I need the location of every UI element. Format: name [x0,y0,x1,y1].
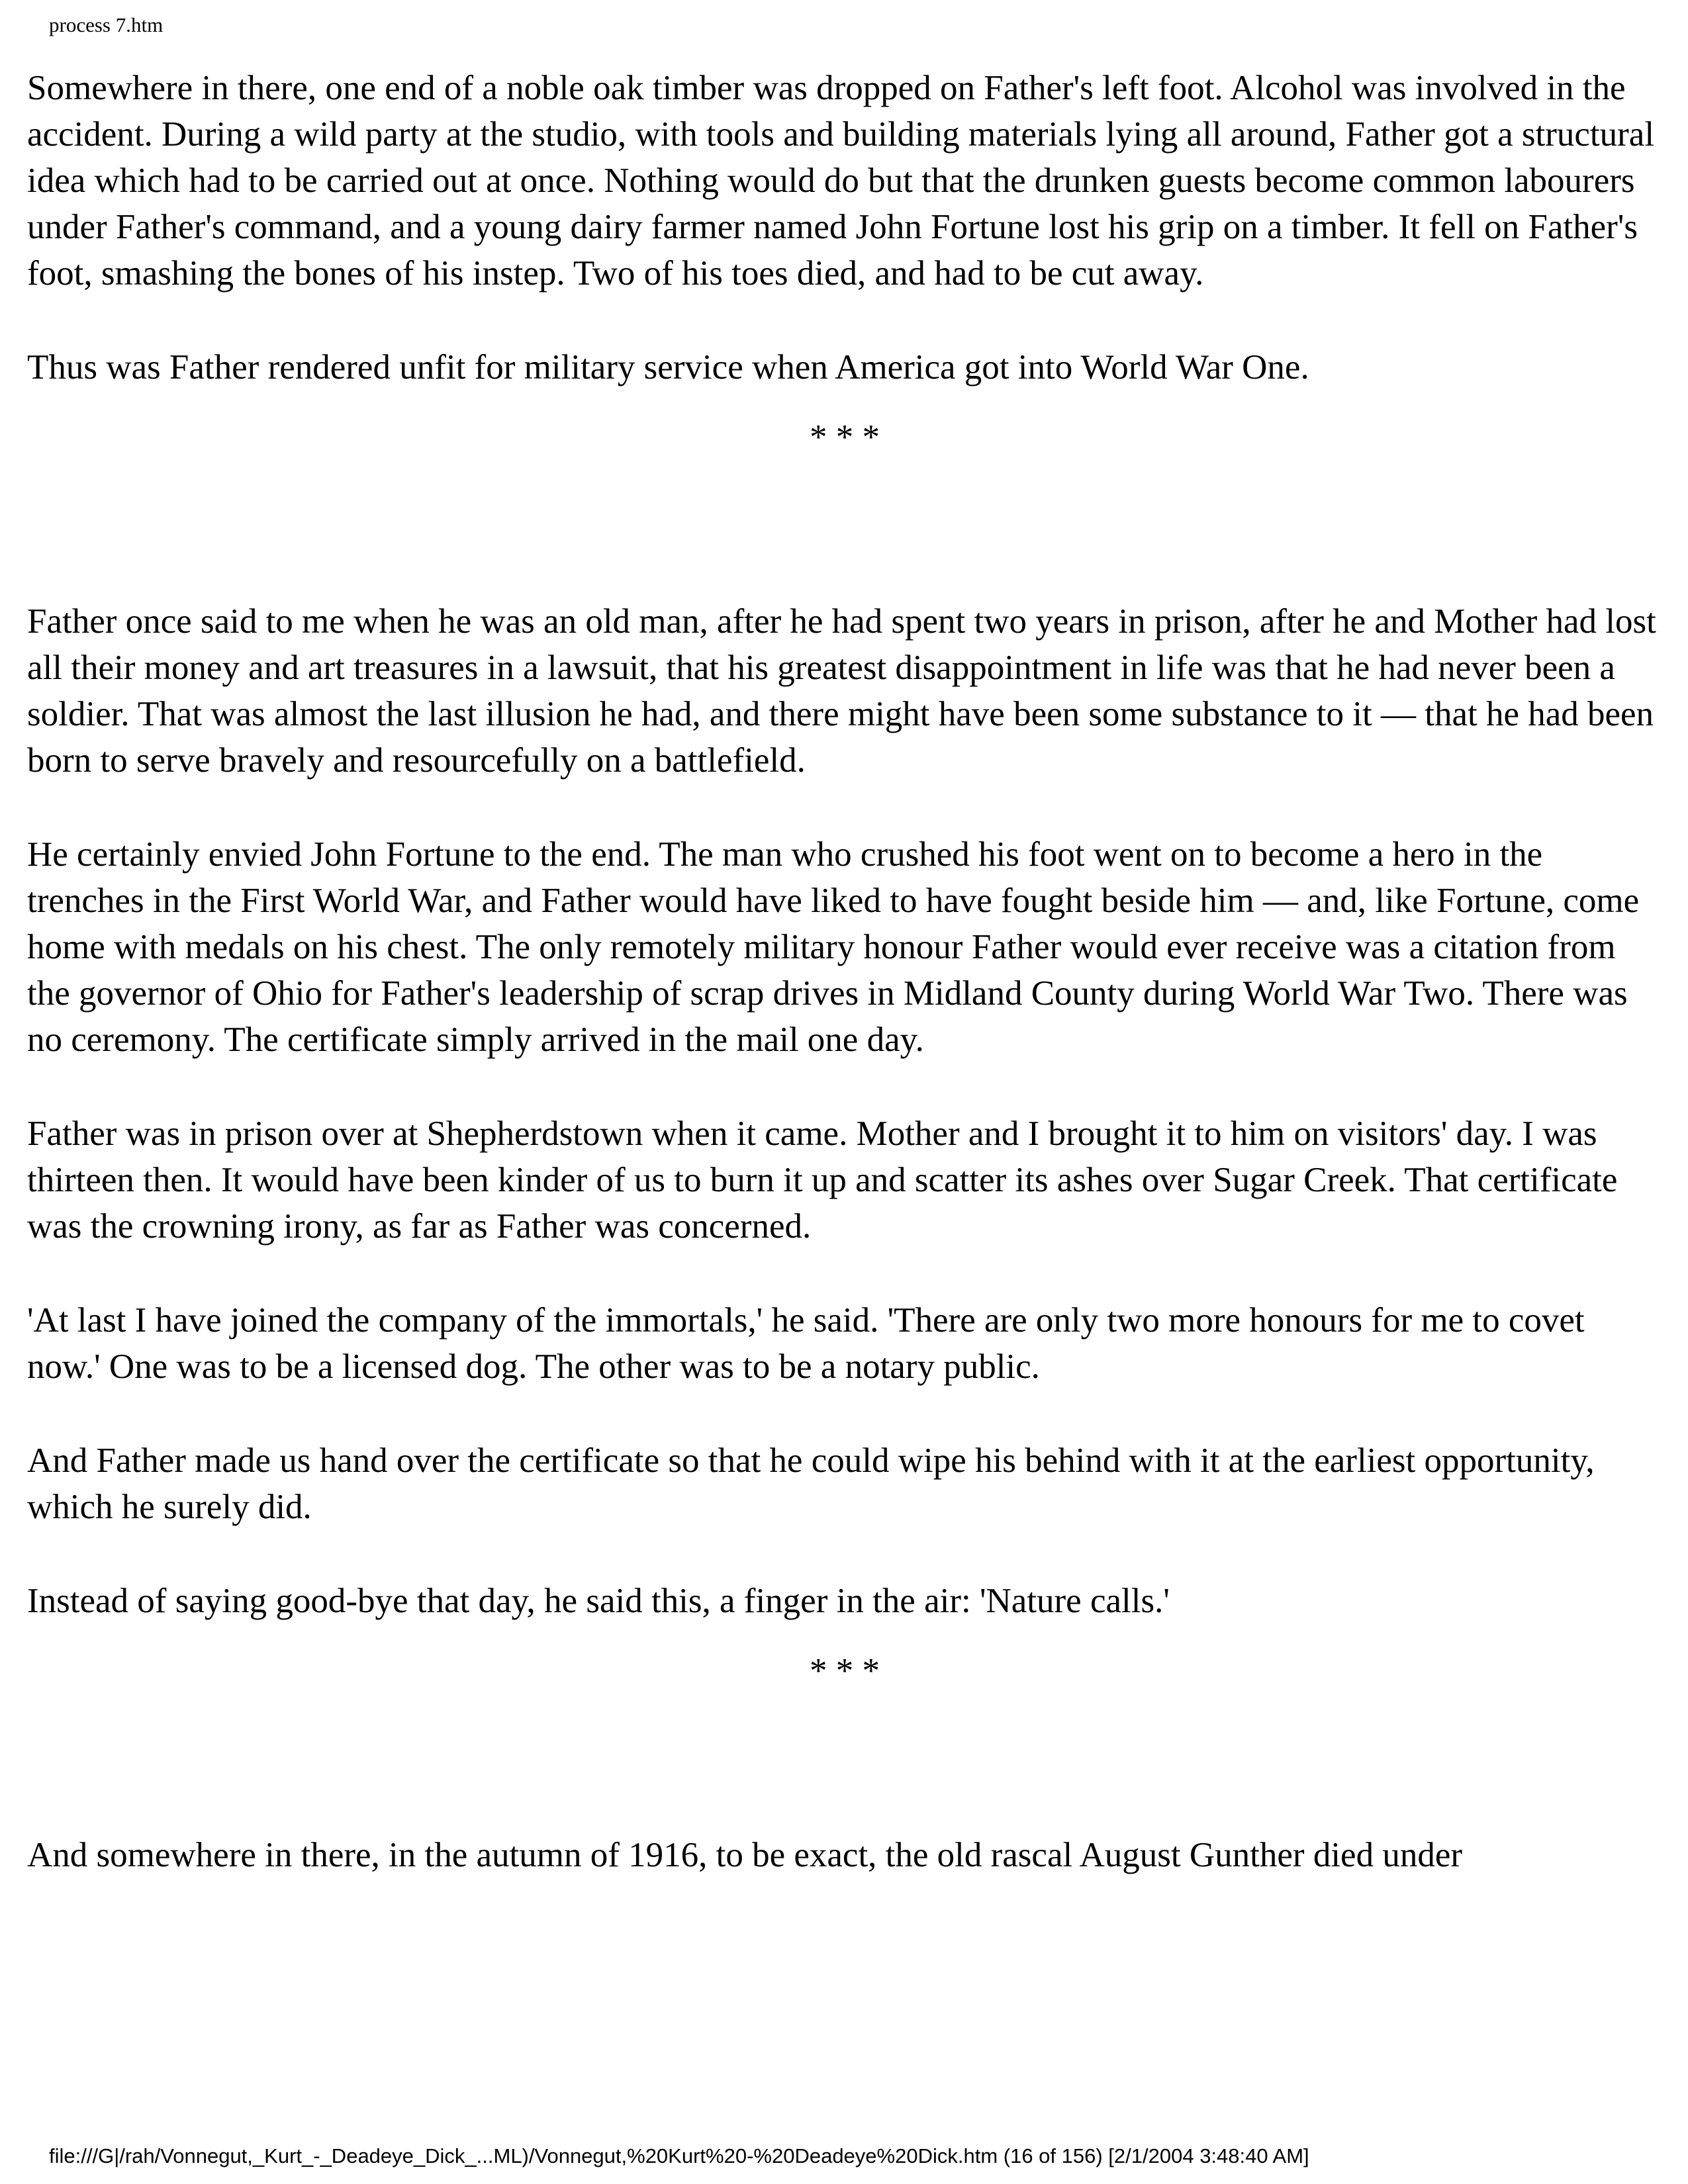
document-body [27,65,1662,1926]
section-gap [27,1694,1662,1832]
page-header-title: process 7.htm [49,13,164,36]
paragraph: And Father made us hand over the certificate so that he could wipe his behind with it at the earliest opportunity, which he surely did. [27,1441,1595,1526]
paragraph: Instead of saying good-bye that day, he said this, a finger in the air: 'Nature calls.' [27,1582,1170,1620]
page-footer-file-path: file:///G|/rah/Vonnegut,_Kurt_-_Deadeye_Dick_...ML)/Vonnegut,%20Kurt%20-%20Deadeye%20Dick.htm (16 of 156) [2/1/2004 3:48:40 AM] [49,2144,1309,2167]
paragraph: Thus was Father rendered unfit for military service when America got into World War One. [27,348,1309,387]
paragraph: Somewhere in there, one end of a noble oak timber was dropped on Father's left foot. Alcohol was involved in the accident. During a wild party at the studio, with tools and building materials lying all around, Father got a structural idea which had to be carried out at once. Nothing would do but that the drunken guests become common labourers under Father's command, and a young dairy farmer named John Fortune lost his grip on a timber. It fell on Father's foot, smashing the bones of his instep. Two of his toes died, and had to be cut away. [27,69,1655,293]
paragraph: 'At last I have joined the company of the immortals,' he said. 'There are only two more honours for me to covet now.' One was to be a licensed dog. The other was to be a notary public. [27,1301,1585,1386]
section-separator: * * * [810,418,880,457]
section-gap [27,461,1662,598]
paragraph: Father was in prison over at Shepherdstown when it came. Mother and I brought it to him on visitors' day. I was thirteen then. It would have been kinder of us to burn it up and scatter its ashes over Sugar Creek. That certificate was the crowning irony, as far as Father was concerned. [27,1115,1618,1246]
paragraph: He certainly envied John Fortune to the end. The man who crushed his foot went on to become a hero in the trenches in the First World War, and Father would have liked to have fought beside him — and, like Fortune, come home with medals on his chest. The only remotely military honour Father would ever receive was a citation from the governor of Ohio for Father's leadership of scrap drives in Midland County during World War Two. There was no ceremony. The certificate simply arrived in the mail one day. [27,835,1640,1059]
section-separator: * * * [810,1652,880,1690]
paragraph: Father once said to me when he was an old man, after he had spent two years in prison, after he and Mother had lost all their money and art treasures in a lawsuit, that his greatest disappointment in life was that he had never been a soldier. That was almost the last illusion he had, and there might have been some substance to it — that he had been born to serve bravely and resourcefully on a battlefield. [27,602,1656,780]
paragraph: And somewhere in there, in the autumn of 1916, to be exact, the old rascal August Gunther died under [27,1836,1463,1874]
